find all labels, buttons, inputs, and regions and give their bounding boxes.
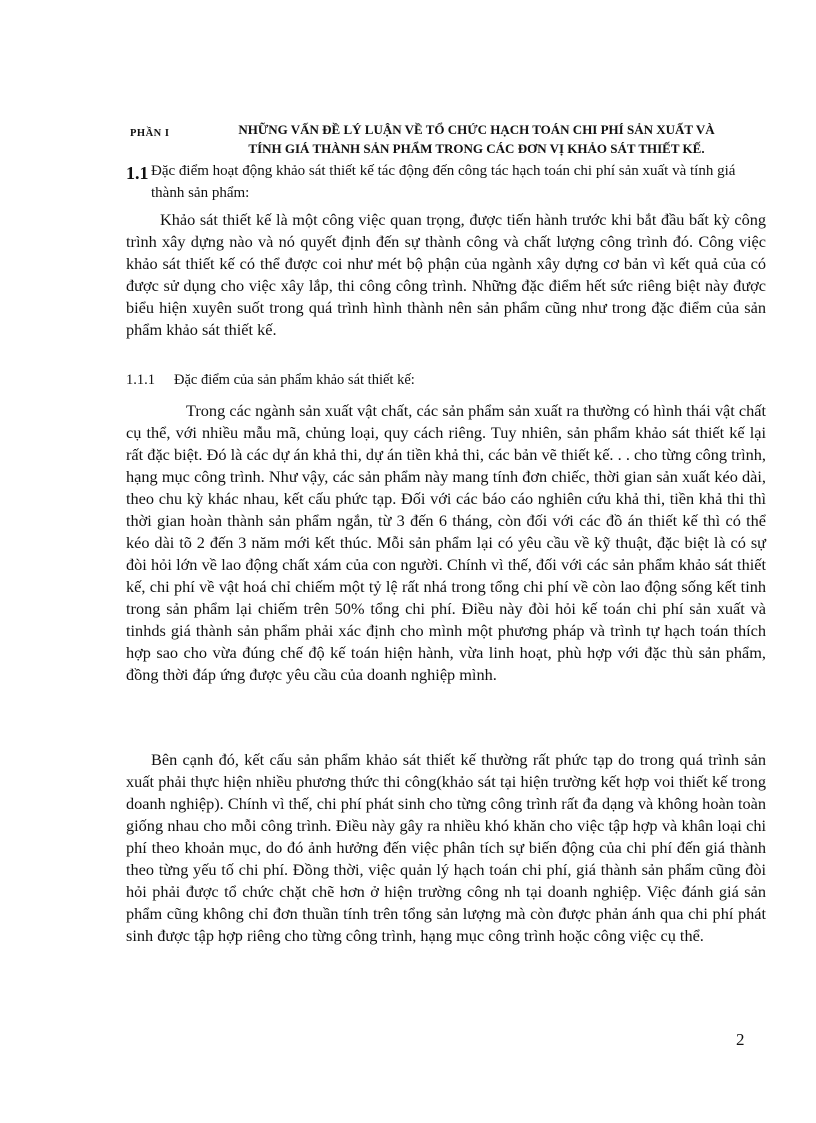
page-number: 2 [736, 1030, 745, 1049]
section-title: Đặc điểm hoạt động khảo sát thiết kế tác động đến công tác hạch toán chi phí sản xuất và tính giá thành sản phẩm: [151, 163, 736, 201]
paragraph-product-characteristics: Trong các ngành sản xuất vật chất, các sản phẩm sản xuất ra thường có hình thái vật chất cụ thể, với nhiều mẫu mã, chủng loại, quy cách riêng. Tuy nhiên, sản phẩm khảo sát thiết kế lại rất đặc biệt. Đó là các dự án khả thi, dự án tiền khả thi, các bản vẽ thiết kế. . . cho từng công trình, hạng mục công trình. Như vậy, các sản phẩm này mang tính đơn chiếc, thời gian sản xuất kéo dài, theo chu kỳ khác nhau, kết cấu phức tạp. Đối với các báo cáo nghiên cứu khả thi, tiền khả thi thì thời gian hoàn thành sản phẩm ngắn, từ 3 đến 6 tháng, còn đối với các đồ án thiết kế thì có thể kéo dài tõ 2 đến 3 năm mới kết thúc. Mỗi sản phẩm lại có yêu cầu về kỹ thuật, đặc biệt là có sự đòi hỏi lớn về lao động chất xám của con người. Chính vì thế, đối với các sản phẩm khảo sát thiết kế, chi phí về vật hoá chỉ chiếm một tỷ lệ rất nhá trong tổng chi phí về còn lao động sống kết tinh trong sản phẩm lại chiếm trên 50% tổng chi phí. Điều này đòi hỏi kế toán chi phí sản xuất và tinhds giá thành sản phẩm phải xác định cho mình một phương pháp và trình tự hạch toán thích hợp sao cho vừa đúng chế độ kế toán hiện hành, vừa linh hoạt, phù hợp với đặc thù sản phẩm, đồng thời đáp ứng được yêu cầu của doanh nghiệp mình. [126, 401, 766, 684]
section-number: 1.1 [126, 163, 149, 183]
section-heading [126, 160, 772, 204]
part-label: PHẦN I [130, 128, 170, 139]
paragraph-product-structure: Bên cạnh đó, kết cấu sản phẩm khảo sát thiết kế thường rất phức tạp do trong quá trình sản xuất phải thực hiện nhiều phương thức thi công(khảo sát tại hiện trường kết hợp voi thiết kế trong doanh nghiệp). Chính vì thế, chi phí phát sinh cho từng công trình rất đa dạng và không hoàn toàn giống nhau cho mỗi công trình. Điều này gây ra nhiều khó khăn cho việc tập hợp và khân loại chi phí theo khoản mục, do đó ảnh hưởng đến việc phân tích sự biến động của chi phí đến giá thành theo từng yếu tố chi phí. Đồng thời, việc quản lý hạch toán chi phí, giá thành sản phẩm cũng đòi hỏi phải được tổ chức chặt chẽ hơn ở hiện trường công nh tại doanh nghiệp. Việc đánh giá sản phẩm cũng không chỉ đơn thuần tính trên tổng sản lượng mà còn được phản ánh qua chi phí phát sinh được tập hợp riêng cho từng công trình, hạng mục công trình hoặc công việc cụ thể. [126, 750, 766, 945]
paragraph-intro: Khảo sát thiết kế là một công việc quan trọng, được tiến hành trước khi bắt đầu bất kỳ công trình xây dựng nào và nó quyết định đến sự thành công và chất lượng công trình đó. Công việc khảo sát thiết kế có thể được coi như mét bộ phận của ngành xây dựng cơ bản vì kết quả của có được sử dụng cho việc xây lắp, thi công công trình. Những đặc điểm hết sức riêng biệt này được biểu hiện xuyên suốt trong quá trình hình thành nên sản phẩm cũng như trong đặc điểm của sản phẩm khảo sát thiết kế. [126, 210, 766, 339]
subsection-number: 1.1.1 [126, 372, 155, 388]
part-title-line-2: TÍNH GIÁ THÀNH SẢN PHẨM TRONG CÁC ĐƠN VỊ KHẢO SÁT THIẾT KẾ. [248, 141, 705, 156]
subsection-heading [126, 370, 766, 390]
part-title-line-1: NHỮNG VẤN ĐỀ LÝ LUẬN VỀ TỔ CHỨC HẠCH TOÁN CHI PHÍ SẢN XUẤT VÀ [238, 122, 715, 137]
part-heading [130, 120, 780, 158]
subsection-title: Đặc điểm của sản phẩm khảo sát thiết kế: [174, 372, 415, 388]
